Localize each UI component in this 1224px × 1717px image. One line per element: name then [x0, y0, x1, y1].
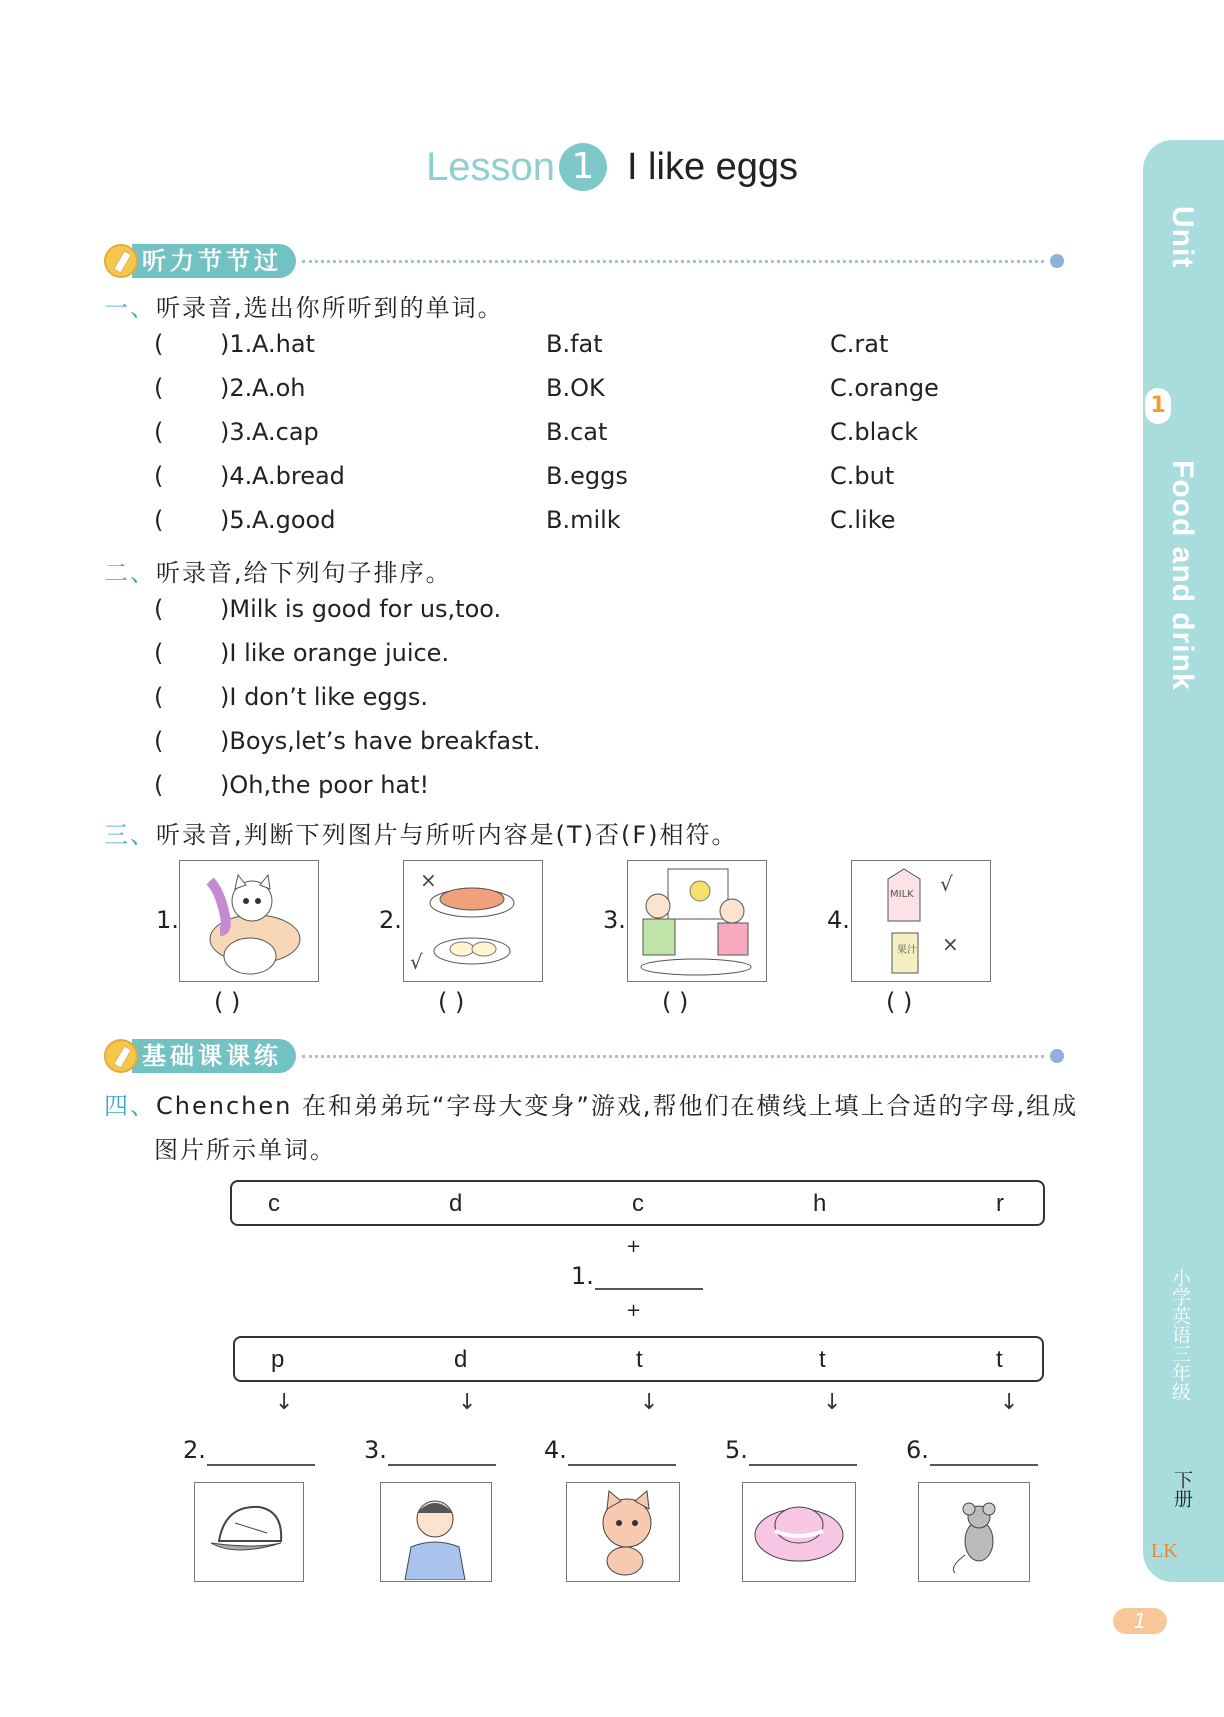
picture-cap: [194, 1482, 304, 1582]
picture-hat: [742, 1482, 856, 1582]
answer-number: 6.: [906, 1436, 929, 1464]
answer-paren-open[interactable]: (: [154, 506, 164, 534]
pencil-icon: [104, 244, 138, 278]
option-b: B.milk: [546, 506, 621, 534]
answer-paren[interactable]: ( ): [662, 988, 689, 1016]
order-paren-open[interactable]: (: [154, 683, 164, 711]
down-arrow-icon: ↓: [1000, 1390, 1019, 1415]
top-letter: c: [268, 1190, 280, 1217]
option-b: B.OK: [546, 374, 605, 402]
answer-paren[interactable]: ( ): [886, 988, 913, 1016]
bottom-letter: d: [454, 1346, 468, 1373]
answer-paren-open[interactable]: (: [154, 330, 164, 358]
picture-number: 4.: [827, 906, 850, 934]
question-4-title-line2: 图片所示单词。: [154, 1136, 336, 1164]
plus-sign: +: [626, 1300, 642, 1321]
lesson-number-badge: 1: [559, 143, 607, 191]
bottom-letter: t: [996, 1346, 1003, 1373]
option-c: C.like: [830, 506, 896, 534]
plus-sign: +: [626, 1236, 642, 1257]
top-letter: d: [449, 1190, 463, 1217]
svg-text:√: √: [410, 950, 423, 974]
down-arrow-icon: ↓: [275, 1390, 294, 1415]
sentence: )Oh,the poor hat!: [220, 771, 430, 799]
sentence: )I like orange juice.: [220, 639, 450, 667]
picture-bread-and-eggs: [403, 860, 543, 982]
answer-paren[interactable]: ( ): [214, 988, 241, 1016]
bottom-letter: t: [636, 1346, 643, 1373]
picture-dad: [380, 1482, 492, 1582]
answer-number: 4.: [544, 1436, 567, 1464]
order-paren-open[interactable]: (: [154, 771, 164, 799]
option-a: )2.: [220, 374, 253, 402]
order-paren-open[interactable]: (: [154, 639, 164, 667]
option-a-text: A.cap: [252, 418, 319, 446]
edition-label: LK: [1151, 1540, 1178, 1562]
bottom-letter: p: [271, 1346, 285, 1373]
sentence: )Boys,let’s have breakfast.: [220, 727, 541, 755]
top-letter: r: [996, 1190, 1004, 1217]
milk-carton-label: MILK: [890, 889, 914, 900]
series-label: 小学英语三年级: [1169, 1268, 1191, 1401]
unit-side-tab: [1143, 140, 1224, 1582]
option-a: )5.: [220, 506, 253, 534]
answer-number: 5.: [725, 1436, 748, 1464]
answer-number: 3.: [364, 1436, 387, 1464]
picture-rat: [918, 1482, 1030, 1582]
order-paren-open[interactable]: (: [154, 595, 164, 623]
down-arrow-icon: ↓: [458, 1390, 477, 1415]
answer-blank[interactable]: [749, 1464, 857, 1466]
picture-cat-with-hat: [179, 860, 319, 982]
answer-paren[interactable]: ( ): [438, 988, 465, 1016]
pencil-icon: [104, 1039, 138, 1073]
divider-end-dot: [1050, 254, 1064, 268]
page-title: [0, 132, 1224, 202]
section-header-label: 听力节节过: [132, 244, 296, 278]
option-a: )3.: [220, 418, 253, 446]
dotted-divider: [302, 1055, 1044, 1058]
answer-blank[interactable]: [388, 1464, 496, 1466]
unit-number-badge: 1: [1145, 388, 1171, 424]
bottom-letter: t: [819, 1346, 826, 1373]
question-2-title: [104, 553, 452, 588]
option-c: C.orange: [830, 374, 939, 402]
option-a-text: A.good: [252, 506, 336, 534]
dotted-divider: [302, 260, 1044, 263]
top-letter: h: [813, 1190, 827, 1217]
section-header-listening: [104, 241, 1064, 281]
question-prefix: 三、: [104, 821, 156, 849]
juice-carton-label: 果汁: [897, 945, 917, 956]
top-letter: c: [632, 1190, 644, 1217]
option-a-text: A.oh: [252, 374, 306, 402]
question-prefix: 二、: [104, 559, 156, 587]
picture-number: 3.: [603, 906, 626, 934]
answer-number: 2.: [183, 1436, 206, 1464]
answer-paren-open[interactable]: (: [154, 374, 164, 402]
section-header-label: 基础课课练: [132, 1039, 296, 1073]
svg-text:×: ×: [420, 868, 437, 892]
picture-number: 1.: [156, 906, 179, 934]
answer-blank[interactable]: [207, 1464, 315, 1466]
order-paren-open[interactable]: (: [154, 727, 164, 755]
question-text: 听录音,选出你所听到的单词。: [156, 294, 504, 322]
question-text: 听录音,给下列句子排序。: [156, 559, 452, 587]
svg-text:√: √: [940, 872, 953, 896]
picture-number: 2.: [379, 906, 402, 934]
answer-blank[interactable]: [930, 1464, 1038, 1466]
picture-family-breakfast: [627, 860, 767, 982]
question-text: Chenchen 在和弟弟玩“字母大变身”游戏,帮他们在横线上填上合适的字母,组成: [156, 1092, 1079, 1120]
answer-blank[interactable]: [568, 1464, 676, 1466]
option-a: )4.: [220, 462, 253, 490]
section-header-basic-practice: [104, 1036, 1064, 1076]
question-1-title: [104, 288, 504, 323]
option-a: )1.: [220, 330, 253, 358]
option-c: C.but: [830, 462, 895, 490]
down-arrow-icon: ↓: [640, 1390, 659, 1415]
question-4-title: [104, 1086, 1134, 1121]
question-3-title: [104, 815, 738, 850]
picture-milk-and-juice: [851, 860, 991, 982]
lesson-title: I like eggs: [626, 145, 799, 188]
middle-answer-number: 1.: [571, 1262, 594, 1290]
question-text: 听录音,判断下列图片与所听内容是(T)否(F)相符。: [156, 821, 738, 849]
question-prefix: 一、: [104, 294, 156, 322]
sentence: )I don’t like eggs.: [220, 683, 429, 711]
picture-cat: [566, 1482, 680, 1582]
answer-paren-open[interactable]: (: [154, 418, 164, 446]
page-number: 1: [1113, 1608, 1167, 1634]
option-a-text: A.hat: [252, 330, 315, 358]
option-b: B.eggs: [546, 462, 628, 490]
unit-label: Unit: [1166, 206, 1199, 269]
answer-paren-open[interactable]: (: [154, 462, 164, 490]
question-prefix: 四、: [104, 1092, 156, 1120]
middle-answer-blank[interactable]: [595, 1288, 703, 1290]
sentence: )Milk is good for us,too.: [220, 595, 502, 623]
unit-topic: Food and drink: [1166, 460, 1199, 691]
lesson-label: Lesson: [425, 144, 555, 189]
svg-text:×: ×: [942, 932, 959, 956]
option-b: B.fat: [546, 330, 603, 358]
option-c: C.black: [830, 418, 919, 446]
book-label: 下册: [1171, 1470, 1193, 1508]
option-c: C.rat: [830, 330, 889, 358]
option-a-text: A.bread: [252, 462, 345, 490]
divider-end-dot: [1050, 1049, 1064, 1063]
down-arrow-icon: ↓: [823, 1390, 842, 1415]
option-b: B.cat: [546, 418, 608, 446]
